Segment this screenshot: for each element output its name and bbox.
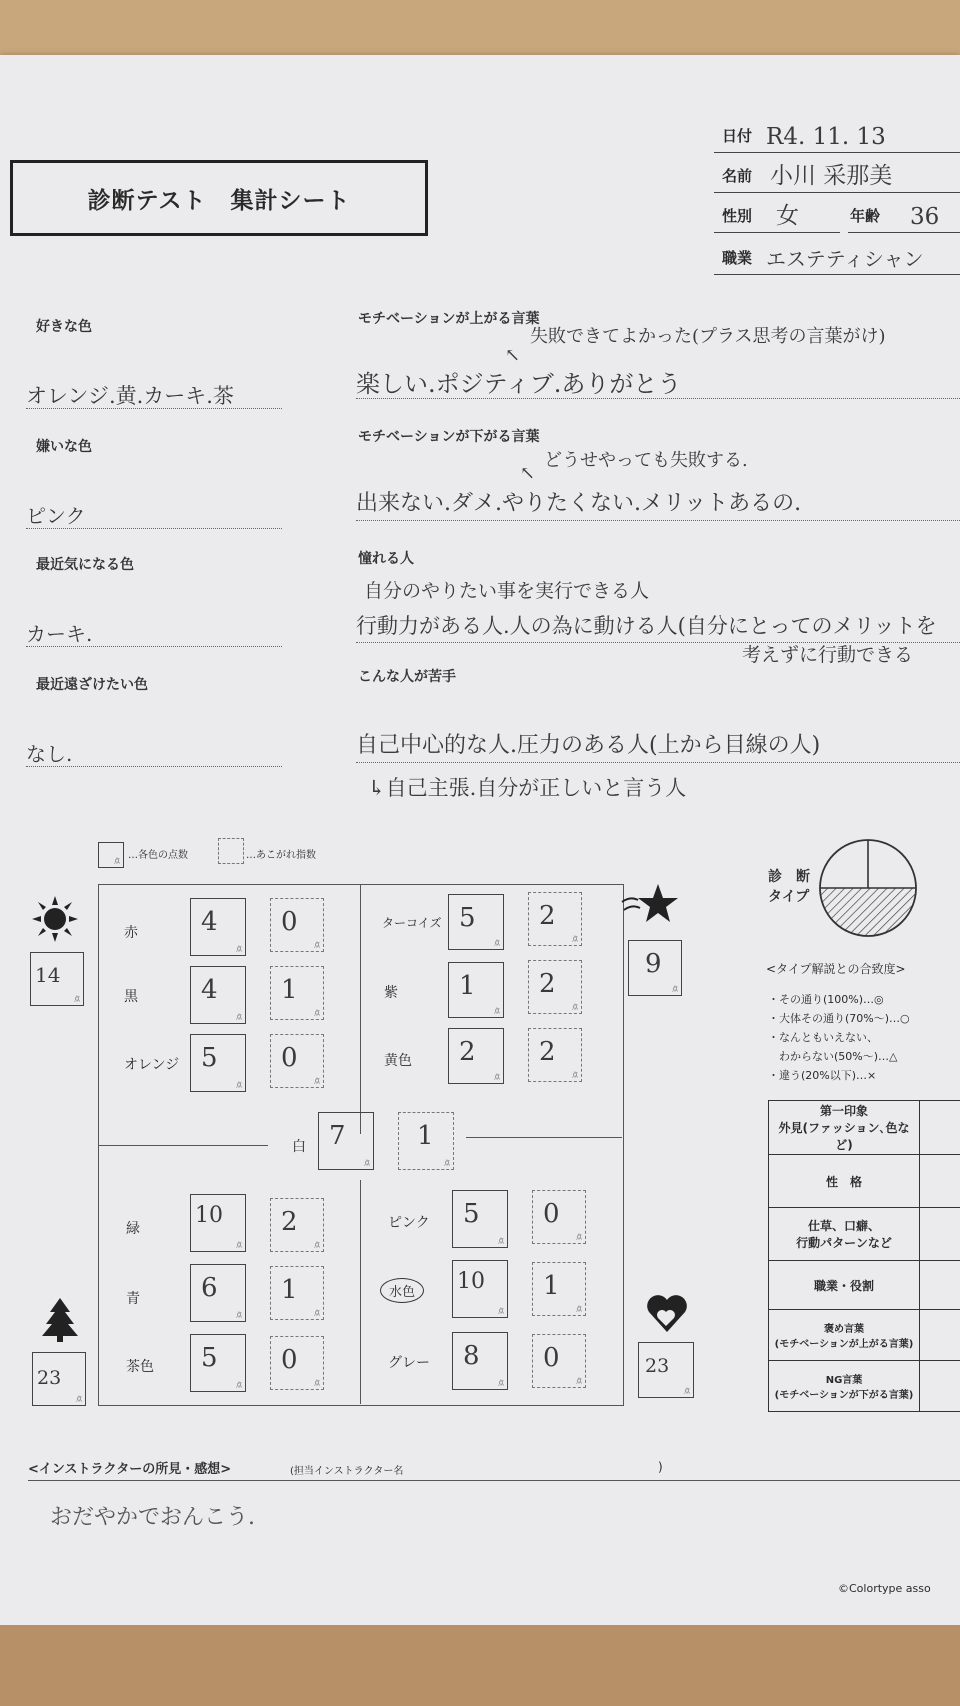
color-turquoise-label: ターコイズ (382, 916, 442, 930)
color-orange-label: オレンジ (124, 1057, 180, 1073)
star-total: 9 (645, 949, 662, 979)
color-green-label: 緑 (126, 1221, 140, 1237)
gender-row (714, 192, 840, 233)
age-label: 年齢 (850, 207, 881, 225)
sun-total-box: 14 点 (30, 952, 84, 1006)
color-blue-label: 青 (126, 1291, 140, 1307)
tree-icon (38, 1296, 82, 1342)
star-total-box: 9 点 (628, 940, 682, 996)
color-red-akogare-box: 0 点 (270, 898, 324, 952)
grid-hline-left (98, 1145, 268, 1146)
color-yellow-label: 黄色 (384, 1053, 412, 1069)
color-green-akogare-box: 2 点 (270, 1198, 324, 1252)
job-row (714, 234, 960, 275)
match-level-4: ・違う(20%以下)…× (768, 1069, 877, 1082)
star-icon (620, 880, 680, 930)
color-blue-akogare-box: 1 点 (270, 1266, 324, 1320)
date-label: 日付 (722, 127, 753, 145)
match-table (768, 1100, 960, 1412)
grid-vline-bottom (360, 1180, 361, 1404)
color-pink-score-box: 5 点 (452, 1190, 508, 1248)
color-black-akogare-box: 1 点 (270, 966, 324, 1020)
color-lightblue-score-box: 10 点 (452, 1260, 508, 1318)
admired-person-note: 自分のやりたい事を実行できる人 (364, 580, 650, 602)
motivation-down-value: 出来ない.ダメ.やりたくない.メリットあるの. (356, 491, 802, 516)
color-black-score-box: 4 点 (190, 966, 246, 1024)
color-yellow-score-box: 2 点 (448, 1028, 504, 1084)
motivation-down-note: どうせやっても失敗する. (544, 450, 748, 471)
color-purple-score-box: 1 点 (448, 962, 504, 1018)
instructor-comment: おだやかでおんこう. (50, 1505, 255, 1530)
gender-value: 女 (776, 203, 799, 229)
motivation-up-line (356, 364, 960, 399)
heart-total-box: 23 点 (638, 1342, 694, 1398)
match-level-3a: ・なんともいえない、 (768, 1031, 878, 1044)
match-row-ng: NG言葉 (モチベーションが下がる言葉) (769, 1361, 920, 1412)
color-lightblue-akogare-box: 1 点 (532, 1262, 586, 1316)
arrow-down-note: ↖ (520, 463, 536, 484)
dislike-person-label: こんな人が苦手 (358, 669, 456, 685)
match-levels (768, 990, 910, 1085)
legend-akogare-box (218, 838, 244, 864)
job-value: エステティシャン (766, 247, 924, 271)
instructor-close-paren: ) (658, 1460, 663, 1474)
color-gray-label: グレー (388, 1355, 430, 1371)
match-level-3b: わからない(50%〜)…△ (768, 1050, 898, 1063)
color-green-score-box: 10 点 (190, 1194, 246, 1252)
diagnosis-label-2: タイプ (768, 889, 810, 905)
match-row-impression: 第一印象 外見(ファッション､色など) (769, 1101, 920, 1155)
color-white-label: 白 (292, 1139, 306, 1155)
name-label: 名前 (722, 167, 753, 185)
match-title: <タイプ解説との合致度> (766, 962, 906, 976)
recent-color-line (26, 618, 282, 647)
motivation-down-label: モチベーションが下がる言葉 (358, 429, 540, 445)
admired-person-value2: 考えずに行動できる (742, 644, 914, 666)
age-row (848, 192, 960, 233)
admired-person-label: 憧れる人 (358, 551, 414, 567)
match-row-praise: 褒め言葉 (モチベーションが上がる言葉) (769, 1310, 920, 1361)
color-lightblue-label: 水色 (380, 1278, 424, 1303)
admired-person-value: 行動力がある人.人の為に動ける人(自分にとってのメリットを (356, 614, 937, 638)
color-red-label: 赤 (124, 925, 138, 941)
date-value: R4. 11. 13 (766, 124, 886, 150)
recent-color-value: カーキ. (26, 622, 93, 646)
color-purple-label: 紫 (384, 985, 398, 1001)
tree-total-box: 23 点 (32, 1352, 86, 1406)
diagnosis-label-1: 診 断 (768, 869, 810, 885)
sheet-title: 診断テスト 集計シート (10, 160, 428, 236)
color-white-score-box: 7 点 (318, 1112, 374, 1170)
instructor-header (28, 1458, 960, 1481)
gender-label: 性別 (722, 207, 753, 225)
avoid-color-label: 最近遠ざけたい色 (36, 677, 148, 693)
color-brown-akogare-box: 0 点 (270, 1336, 324, 1390)
match-level-2: ・大体その通り(70%〜)…○ (768, 1012, 910, 1025)
copyright: ©Colortype asso (838, 1582, 931, 1595)
legend-akogare-text: …あこがれ指数 (246, 850, 316, 861)
name-row (714, 152, 960, 193)
instructor-title: <インストラクターの所見・感想> (28, 1462, 232, 1477)
age-value: 36 (910, 204, 940, 230)
table-surface (0, 1625, 960, 1706)
tree-total: 23 (37, 1367, 62, 1389)
disliked-color-line (26, 500, 282, 529)
admired-person-line (356, 610, 960, 643)
color-red-score-box: 4 点 (190, 898, 246, 956)
date-row (714, 112, 960, 153)
heart-icon (644, 1290, 690, 1336)
match-row-personality: 性 格 (769, 1155, 920, 1208)
color-black-label: 黒 (124, 989, 138, 1005)
avoid-color-line (26, 738, 282, 767)
favorite-color-line (26, 380, 282, 409)
legend-score-text: …各色の点数 (128, 850, 188, 861)
color-blue-score-box: 6 点 (190, 1264, 246, 1322)
color-turquoise-score-box: 5 点 (448, 894, 504, 950)
job-label: 職業 (722, 249, 753, 267)
legend-score-box: 点 (98, 842, 124, 868)
dislike-person-value2: ↳自己主張.自分が正しいと言う人 (368, 776, 687, 800)
instructor-name-label: (担当インストラクター名 (290, 1466, 404, 1477)
sun-icon (30, 894, 80, 944)
sun-total: 14 (35, 963, 61, 987)
color-pink-label: ピンク (388, 1215, 430, 1231)
color-brown-score-box: 5 点 (190, 1334, 246, 1392)
favorite-color-value: オレンジ.黄.カーキ.茶 (26, 384, 234, 408)
motivation-up-note: 失敗できてよかった(プラス思考の言葉がけ) (530, 326, 886, 347)
disliked-color-label: 嫌いな色 (36, 439, 92, 455)
favorite-color-label: 好きな色 (36, 319, 92, 335)
color-pink-akogare-box: 0 点 (532, 1190, 586, 1244)
match-level-1: ・その通り(100%)…◎ (768, 993, 884, 1006)
color-orange-score-box: 5 点 (190, 1034, 246, 1092)
diagnosis-type-pie (818, 838, 938, 958)
grid-vline-top (360, 884, 361, 1134)
heart-total: 23 (645, 1355, 670, 1377)
disliked-color-value: ピンク (26, 504, 86, 528)
color-white-akogare-box: 1 点 (398, 1112, 454, 1170)
match-row-role: 職業・役割 (769, 1261, 920, 1310)
dislike-person-value: 自己中心的な人.圧力のある人(上から目線の人) (356, 733, 821, 758)
grid-hline-right (466, 1137, 622, 1138)
motivation-down-line (356, 486, 960, 521)
color-purple-akogare-box: 2 点 (528, 960, 582, 1014)
avoid-color-value: なし. (26, 742, 73, 766)
color-turquoise-akogare-box: 2 点 (528, 892, 582, 946)
color-gray-akogare-box: 0 点 (532, 1334, 586, 1388)
color-yellow-akogare-box: 2 点 (528, 1028, 582, 1082)
dislike-person-line (356, 728, 960, 763)
color-orange-akogare-box: 0 点 (270, 1034, 324, 1088)
color-brown-label: 茶色 (126, 1359, 154, 1375)
match-row-behavior: 仕草、口癖、 行動パターンなど (769, 1208, 920, 1261)
color-gray-score-box: 8 点 (452, 1332, 508, 1390)
name-value: 小川 采那美 (770, 163, 893, 189)
recent-color-label: 最近気になる色 (36, 557, 134, 573)
motivation-up-label: モチベーションが上がる言葉 (358, 311, 540, 327)
motivation-up-value: 楽しい.ポジティブ.ありがとう (356, 370, 682, 398)
arrow-up-note: ↖ (505, 345, 521, 366)
